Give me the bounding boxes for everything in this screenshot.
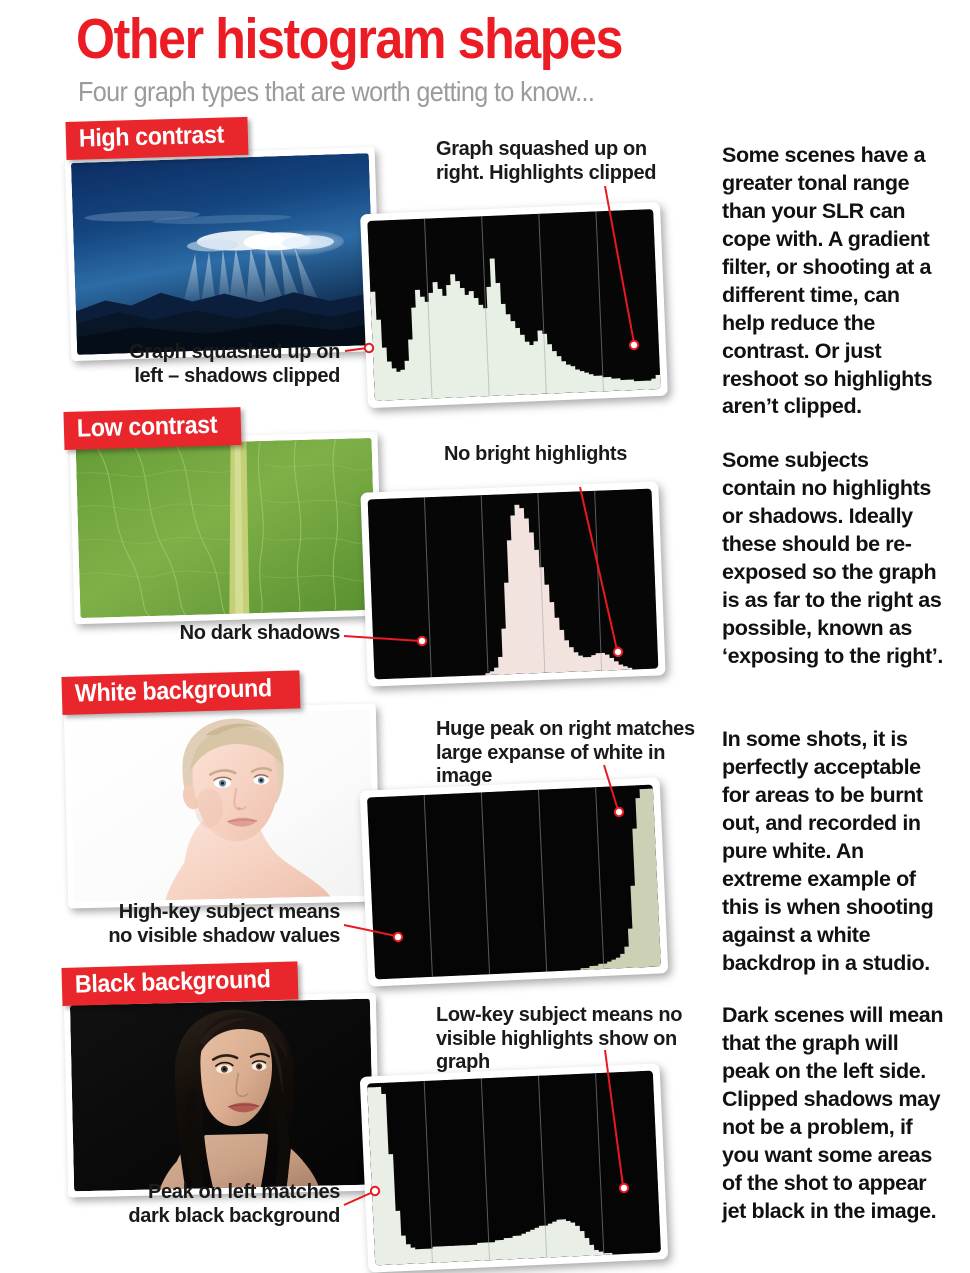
callout-black-background-top [436, 1004, 704, 1075]
badge-label: White background [74, 674, 273, 708]
bodycopy-text: Some subjects contain no highlights or shadows. Ideally these should be re-exposed so the graph is as far to the right as possible, known as ‘exposing to the right’. [722, 448, 943, 668]
badge-label: Low contrast [76, 410, 218, 443]
photo-high-key-portrait [70, 710, 374, 903]
callout-text: Huge peak on right matches large expanse of white in image [436, 718, 695, 788]
callout-low-contrast-top [444, 443, 684, 467]
histogram-plot-white-background [367, 785, 661, 980]
badge-label: Black background [74, 965, 271, 999]
photo-card-high-contrast [65, 147, 382, 361]
callout-white-background-bottom [92, 901, 340, 948]
page-header [0, 0, 970, 112]
photo-low-key-portrait [70, 999, 374, 1192]
callout-text: Low-key subject means no visible highlights show on graph [436, 1004, 683, 1074]
bodycopy-black-background [722, 1002, 944, 1226]
photo-card-black-background [64, 992, 380, 1197]
callout-text: No bright highlights [444, 443, 627, 465]
callout-black-background-bottom [104, 1181, 340, 1228]
histogram-plot-high-contrast [367, 209, 660, 401]
photo-sky-sunbeams [71, 153, 375, 355]
bodycopy-text: Dark scenes will mean that the graph will peak on the left side. Clipped shadows may not be a problem, if you want some areas of the shot to appear jet black in the image. [722, 1003, 944, 1223]
histogram-plot-black-background [367, 1071, 661, 1266]
callout-text: High-key subject means no visible shadow values [108, 901, 340, 947]
photo-card-white-background [64, 703, 380, 908]
histogram-card-white-background [360, 777, 669, 986]
page-title: Other histogram shapes [76, 7, 623, 71]
callout-high-contrast-top [436, 138, 666, 185]
callout-text: No dark shadows [179, 622, 340, 644]
badge-white-background [61, 670, 300, 715]
badge-high-contrast [65, 117, 248, 160]
badge-low-contrast [63, 407, 241, 450]
bodycopy-low-contrast [722, 447, 944, 671]
callout-text: Graph squashed up on right. Highlights clipped [436, 138, 657, 184]
bodycopy-white-background [722, 726, 944, 977]
callout-white-background-top [436, 718, 704, 789]
histogram-card-black-background [360, 1063, 669, 1272]
bodycopy-text: In some shots, it is perfectly acceptable for areas to be burnt out, and recorded in pure white. An extreme example of this is when shooting against a white backdrop in a studio. [722, 727, 934, 975]
page-subtitle: Four graph types that are worth getting to know... [78, 76, 595, 107]
histogram-card-low-contrast [360, 481, 665, 686]
bodycopy-high-contrast [722, 142, 944, 421]
photo-card-low-contrast [69, 432, 382, 625]
callout-low-contrast-bottom [128, 622, 340, 646]
photo-green-leaf [76, 438, 377, 618]
badge-label: High contrast [78, 120, 225, 153]
histogram-plot-low-contrast [368, 489, 659, 680]
callout-text: Peak on left matches dark black background [128, 1181, 340, 1227]
badge-black-background [61, 961, 298, 1006]
callout-text: Graph squashed up on left – shadows clipped [129, 341, 340, 387]
bodycopy-text: Some scenes have a greater tonal range than your SLR can cope with. A gradient filter, or shooting at a different time, can help reduce the contrast. Or just reshoot so highlights aren’t clipped. [722, 143, 933, 419]
histogram-card-high-contrast [360, 202, 668, 408]
callout-high-contrast-bottom [110, 341, 340, 388]
